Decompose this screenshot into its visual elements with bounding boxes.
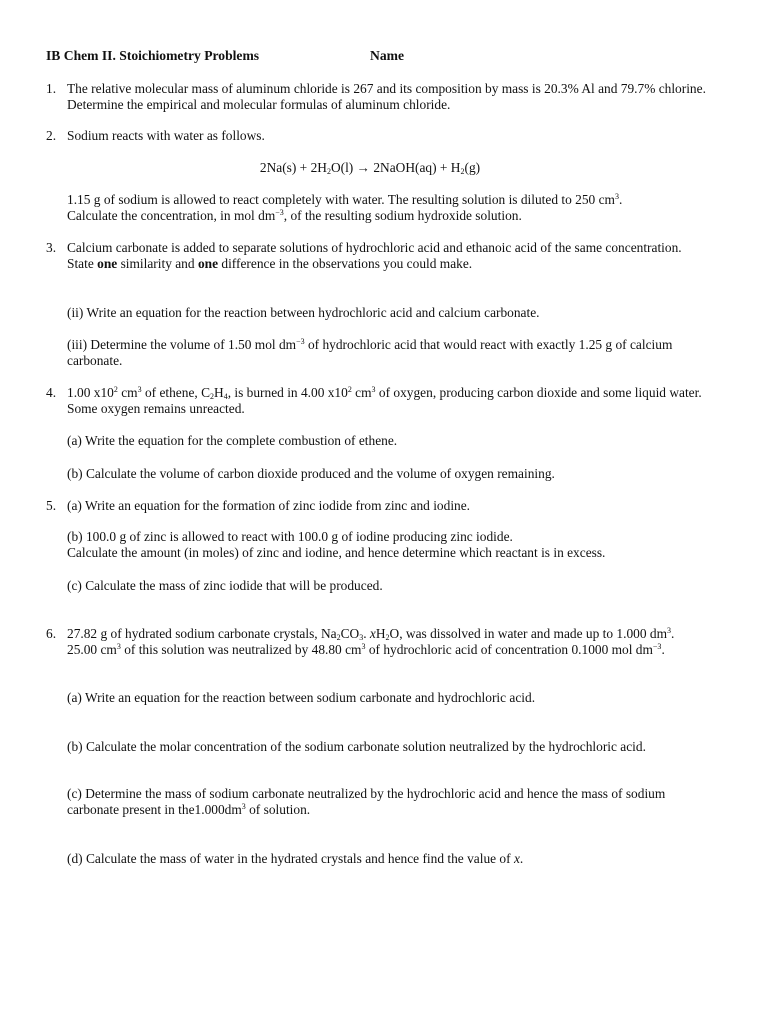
question-number: 2.	[46, 128, 57, 143]
question-number: 4.	[46, 385, 57, 400]
question-3	[46, 240, 706, 272]
question-5-part-c: (c) Calculate the mass of zinc iodide that will be produced.	[67, 578, 383, 593]
question-text: Calcium carbonate is added to separate solutions of hydrochloric acid and ethanoic acid of the same concentration. State one similarity and one difference in the observations you could make.	[67, 240, 682, 271]
question-6	[46, 626, 706, 658]
question-text: The relative molecular mass of aluminum chloride is 267 and its composition by mass is 20.3% Al and 79.7% chlorine. Determine the empirical and molecular formulas of aluminum chloride.	[67, 81, 706, 112]
question-4-part-a: (a) Write the equation for the complete combustion of ethene.	[67, 433, 398, 448]
question-6-part-a: (a) Write an equation for the reaction between sodium carbonate and hydrochloric acid.	[67, 690, 536, 705]
question-number: 6.	[46, 626, 57, 641]
name-label: Name	[370, 48, 404, 63]
question-text: 1.00 $x10^2$ $cm^3$ of ethene, $C_2H_4$, is burned in 4.00 $x10^2$ $cm^3$ of oxygen, producing carbon dioxide and some liquid water. Some oxygen remains unreacted.	[67, 385, 702, 416]
question-number: 5.	[46, 498, 57, 513]
question-6-part-c: (c) Determine the mass of sodium carbonate neutralized by the hydrochloric acid and hence the mass of sodium carbonate present in $the1.000dm^3$ of solution.	[67, 786, 666, 817]
question-text: Sodium reacts with water as follows.	[67, 128, 265, 143]
question-2	[46, 128, 706, 144]
worksheet-title: IB Chem II. Stoichiometry Problems	[46, 48, 260, 63]
question-3-part-iii: (iii) Determine the volume of 1.50 mol $dm^{-3}$ of hydrochloric acid that would react with exactly 1.25 g of calcium carbonate.	[67, 337, 673, 368]
question-3-part-ii: (ii) Write an equation for the reaction between hydrochloric acid and calcium carbonate.	[67, 305, 540, 320]
question-4	[46, 385, 706, 417]
sodium-water-equation: $2Na(s) + 2H_2O(l)$ → 2NaOH(aq) + $H_2(g)$	[259, 160, 481, 176]
question-text: (a) Write an equation for the formation of zinc iodide from zinc and iodine.	[67, 498, 471, 513]
question-6-part-b: (b) Calculate the molar concentration of the sodium carbonate solution neutralized by the hydrochloric acid.	[67, 739, 646, 754]
question-1	[46, 81, 706, 113]
question-number: 1.	[46, 81, 57, 96]
question-2-body: 1.15 g of sodium is allowed to react completely with water. The resulting solution is diluted to 250 $cm^3$. Calculate the concentration, in mol $dm^{-3}$, of the resulting sodium hydroxide solution.	[67, 192, 623, 223]
question-5	[46, 498, 706, 514]
question-5-part-b: (b) 100.0 g of zinc is allowed to react with 100.0 g of iodine producing zinc iodide. Calculate the amount (in moles) of zinc and iodine, and hence determine which reactant is in excess.	[67, 529, 606, 560]
question-number: 3.	[46, 240, 57, 255]
question-6-part-d: (d) Calculate the mass of water in the hydrated crystals and hence find the value of x.	[67, 851, 524, 866]
question-text: 27.82 g of hydrated sodium carbonate crystals, $Na_2CO_3$. $xH_2O$, was dissolved in water and made up to 1.000 $dm^3$. 25.00 $cm^3$ of this solution was neutralized by 48.80 $cm^3$ of hydrochloric acid of concentration 0.1000 mol $dm^{-3}$.	[67, 626, 675, 657]
question-4-part-b: (b) Calculate the volume of carbon dioxide produced and the volume of oxygen remaining.	[67, 466, 555, 481]
